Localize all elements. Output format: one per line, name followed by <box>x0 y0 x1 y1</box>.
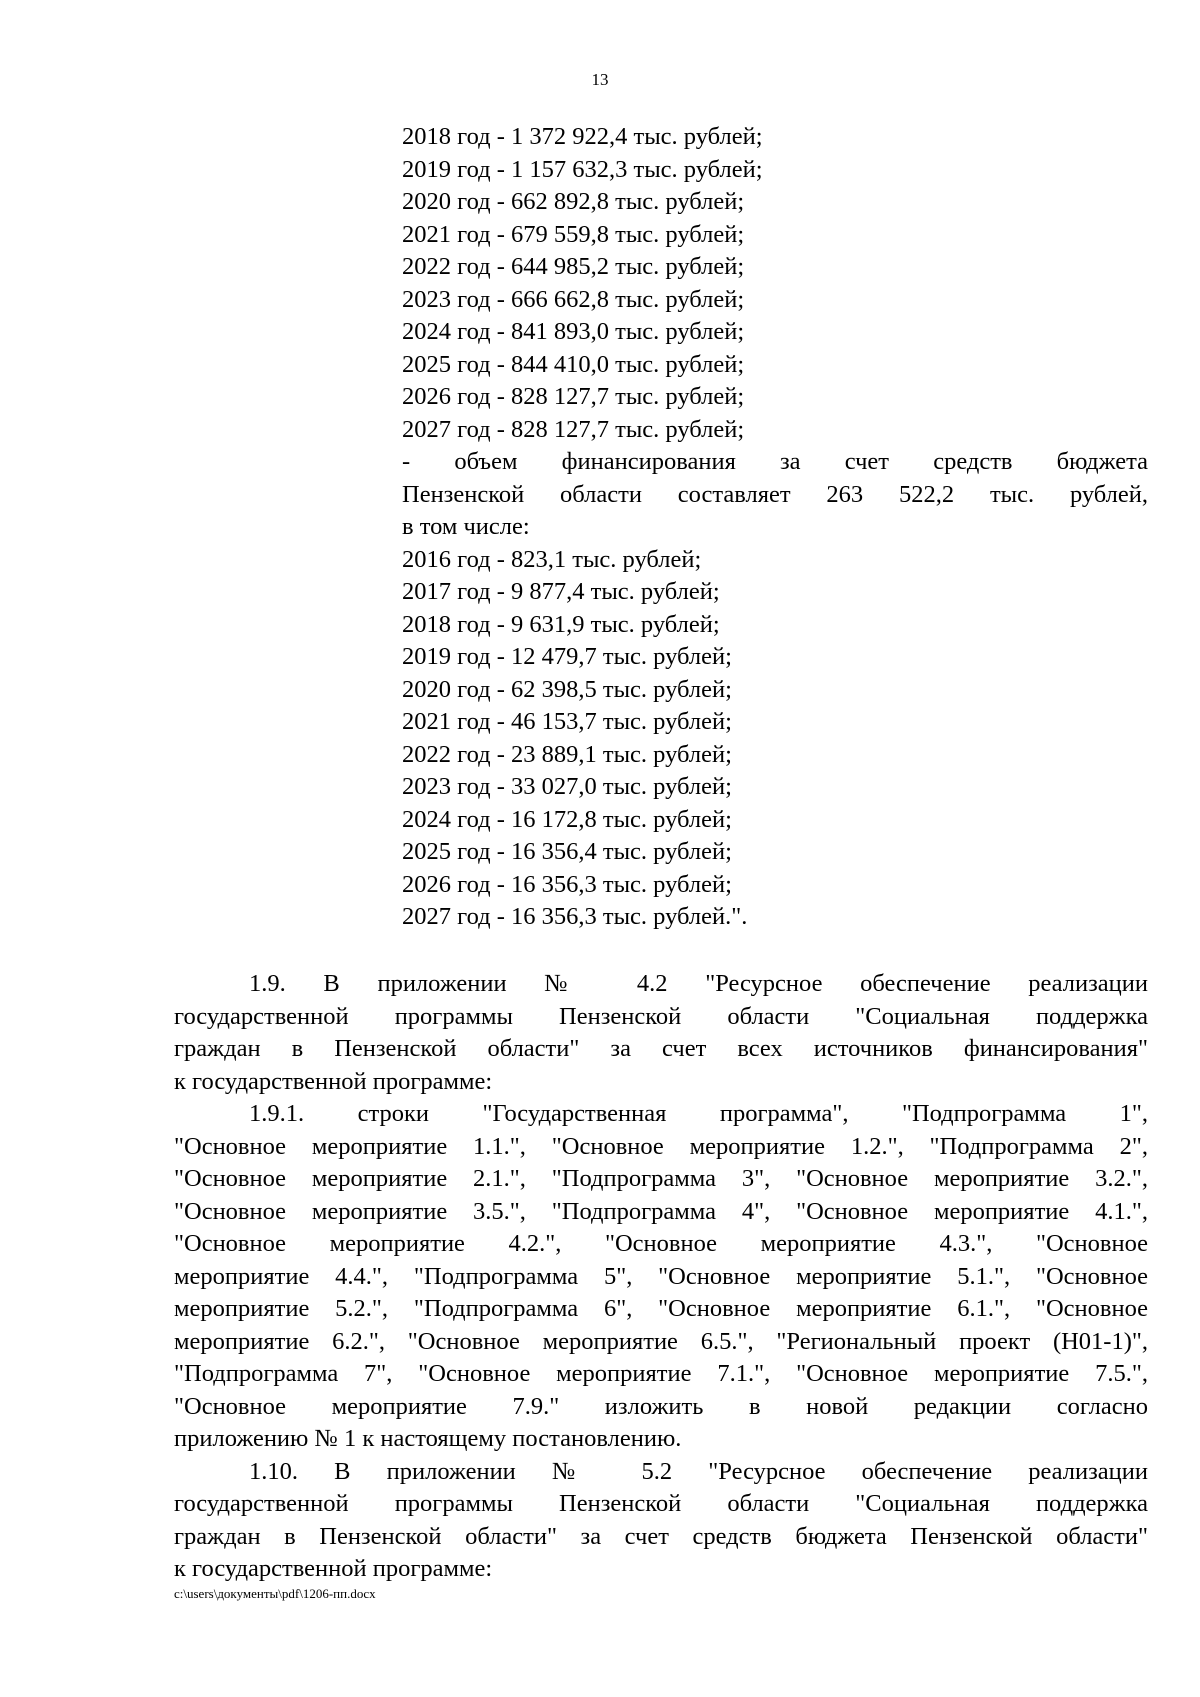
paragraph-line: "Подпрограмма 7", "Основное мероприятие 7.1.", "Основное мероприятие 7.5.", <box>174 1360 1148 1387</box>
paragraph-line: приложению № 1 к настоящему постановлению. <box>174 1425 682 1452</box>
paragraph-line: "Основное мероприятие 3.5.", "Подпрограмма 4", "Основное мероприятие 4.1.", <box>174 1197 1148 1225</box>
paragraph-line: мероприятие 5.2.", "Подпрограмма 6", "Основное мероприятие 6.1.", "Основное <box>174 1295 1148 1322</box>
paragraph-line: граждан в Пензенской области" за счет всех источников финансирования" <box>174 1035 1148 1062</box>
paragraph-line: мероприятие 6.2.", "Основное мероприятие 6.5.", "Региональный проект (Н01-1)", <box>174 1327 1148 1355</box>
paragraph-line: к государственной программе: <box>174 1555 493 1582</box>
paragraph-line: "Основное мероприятие 4.2.", "Основное мероприятие 4.3.", "Основное <box>174 1230 1148 1257</box>
amount-line: 2027 год - 16 356,3 тыс. рублей.". <box>402 903 748 930</box>
amount-line: 2025 год - 16 356,4 тыс. рублей; <box>402 838 732 865</box>
amount-line: 2019 год - 12 479,7 тыс. рублей; <box>402 643 732 670</box>
amount-line: 2019 год - 1 157 632,3 тыс. рублей; <box>402 155 763 183</box>
amount-line: 2026 год - 16 356,3 тыс. рублей; <box>402 870 732 898</box>
paragraph-line: граждан в Пензенской области" за счет средств бюджета Пензенской области" <box>174 1522 1148 1550</box>
amount-line: 2018 год - 9 631,9 тыс. рублей; <box>402 610 720 638</box>
paragraph-line: "Основное мероприятие 7.9." изложить в новой редакции согласно <box>174 1392 1148 1420</box>
amount-line: 2026 год - 828 127,7 тыс. рублей; <box>402 383 745 410</box>
paragraph-line: "Основное мероприятие 1.1.", "Основное мероприятие 1.2.", "Подпрограмма 2", <box>174 1132 1148 1160</box>
amount-line: 2021 год - 679 559,8 тыс. рублей; <box>402 220 745 248</box>
funding-amounts-block <box>402 121 1148 934</box>
paragraph-line: к государственной программе: <box>174 1067 493 1095</box>
paragraph-line: 1.9. В приложении № 4.2 "Ресурсное обеспечение реализации <box>249 970 1148 997</box>
amount-line: 2025 год - 844 410,0 тыс. рублей; <box>402 350 745 378</box>
amount-line: 2023 год - 666 662,8 тыс. рублей; <box>402 285 745 313</box>
funding-lines-regional <box>402 544 1148 934</box>
paragraph-line: мероприятие 4.4.", "Подпрограмма 5", "Основное мероприятие 5.1.", "Основное <box>174 1262 1148 1290</box>
amount-line: 2024 год - 841 893,0 тыс. рублей; <box>402 318 745 345</box>
paragraph-line: 1.9.1. строки "Государственная программа", "Подпрограмма 1", <box>249 1100 1148 1127</box>
regional-budget-heading <box>402 446 1148 544</box>
paragraph-line: государственной программы Пензенской области "Социальная поддержка <box>174 1002 1148 1030</box>
paragraph-1-9-1 <box>174 1098 1148 1456</box>
amount-line: 2017 год - 9 877,4 тыс. рублей; <box>402 578 720 605</box>
amount-line: 2024 год - 16 172,8 тыс. рублей; <box>402 805 732 833</box>
funding-lines-federal <box>402 121 1148 446</box>
amount-line: 2023 год - 33 027,0 тыс. рублей; <box>402 773 732 800</box>
paragraph-line: 1.10. В приложении № 5.2 "Ресурсное обеспечение реализации <box>249 1457 1148 1485</box>
heading-line: Пензенской области составляет 263 522,2 тыс. рублей, <box>402 480 1148 508</box>
amount-line: 2020 год - 662 892,8 тыс. рублей; <box>402 188 745 215</box>
amount-line: 2022 год - 644 985,2 тыс. рублей; <box>402 253 745 280</box>
amount-line: 2022 год - 23 889,1 тыс. рублей; <box>402 740 732 768</box>
paragraph-1-10 <box>174 1456 1148 1586</box>
amount-line: 2018 год - 1 372 922,4 тыс. рублей; <box>402 123 763 150</box>
heading-line: в том числе: <box>402 513 530 540</box>
page-number: 13 <box>591 70 609 89</box>
paragraph-line: "Основное мероприятие 2.1.", "Подпрограмма 3", "Основное мероприятие 3.2.", <box>174 1165 1148 1192</box>
paragraph-line: государственной программы Пензенской области "Социальная поддержка <box>174 1490 1148 1517</box>
main-text-block <box>174 968 1148 1586</box>
heading-line: - объем финансирования за счет средств бюджета <box>402 448 1148 475</box>
amount-line: 2020 год - 62 398,5 тыс. рублей; <box>402 675 732 703</box>
paragraph-1-9 <box>174 968 1148 1098</box>
amount-line: 2021 год - 46 153,7 тыс. рублей; <box>402 708 732 735</box>
amount-line: 2016 год - 823,1 тыс. рублей; <box>402 545 702 573</box>
footer-file-path: c:\users\документы\pdf\1206-пп.docx <box>174 1586 376 1601</box>
amount-line: 2027 год - 828 127,7 тыс. рублей; <box>402 415 745 443</box>
